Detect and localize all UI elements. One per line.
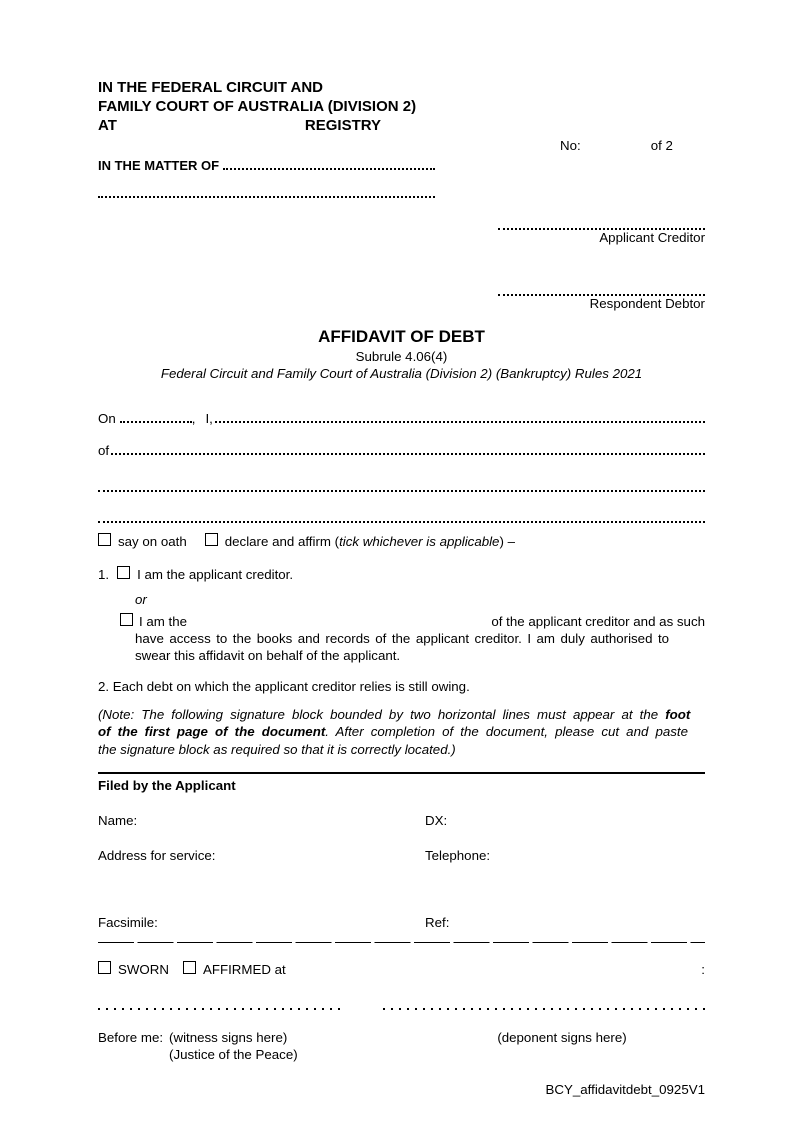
matter-row-2 — [98, 174, 435, 196]
matter-blank-field[interactable] — [223, 168, 435, 170]
facsimile-label: Facsimile: — [98, 915, 158, 931]
item-1b-line3: swear this affidavit on behalf of the applicant. — [135, 648, 401, 663]
item-1a-label: I am the applicant creditor. — [137, 567, 294, 582]
at-label: AT — [98, 117, 117, 134]
item-2-text: 2. Each debt on which the applicant creditor relies is still owing. — [98, 679, 470, 694]
authorised-role-checkbox[interactable] — [120, 613, 133, 626]
signature-lines-row — [98, 996, 705, 1010]
date-and-name-row — [98, 410, 705, 427]
item-1b-suffix: of the applicant creditor and as such — [491, 614, 705, 629]
deponent-name-blank-field[interactable] — [215, 421, 705, 423]
item-1a-row — [98, 566, 705, 583]
note-line2 — [98, 723, 705, 741]
applicant-creditor-label: Applicant Creditor — [599, 230, 705, 245]
respondent-debtor-block — [498, 280, 705, 312]
on-label: On — [98, 411, 116, 426]
matter-section — [98, 157, 435, 196]
declare-affirm-checkbox[interactable] — [205, 533, 218, 546]
court-line2: FAMILY COURT OF AUSTRALIA (DIVISION 2) — [98, 98, 417, 115]
say-on-oath-checkbox[interactable] — [98, 533, 111, 546]
address-telephone-row — [98, 847, 705, 864]
note-line1 — [98, 706, 705, 724]
note-line2-text: . After completion of the document, please cut and paste — [325, 724, 688, 739]
item-1b-block — [98, 613, 705, 664]
name-label: Name: — [98, 813, 138, 829]
witness-signs-block — [169, 1029, 298, 1063]
name-dx-row — [98, 812, 705, 829]
signature-block-bottom-rule — [98, 942, 705, 943]
note-paragraph — [98, 706, 705, 759]
item-1b-row — [135, 613, 705, 630]
deponent-address-row-2 — [98, 472, 705, 490]
comma-text: , — [191, 411, 196, 426]
note-line2-bold: of the first page of the document — [98, 724, 326, 739]
or-label: or — [135, 592, 147, 607]
respondent-debtor-label: Respondent Debtor — [589, 296, 705, 311]
witness-deponent-row — [98, 1029, 705, 1063]
affirmed-checkbox[interactable] — [183, 961, 196, 974]
facsimile-ref-row — [98, 914, 705, 931]
registry-label: REGISTRY — [304, 117, 382, 134]
dx-label: DX: — [425, 813, 448, 829]
of-label: of — [98, 443, 110, 458]
date-blank-field[interactable] — [120, 421, 192, 423]
witness-block — [98, 1029, 298, 1063]
applicant-creditor-block — [498, 214, 705, 246]
tick-note: tick whichever is applicable — [339, 534, 500, 549]
note-line1-text: (Note: The following signature block bounded by two horizontal lines must appear at the — [98, 706, 659, 722]
witness-signature-field[interactable] — [98, 1008, 340, 1010]
sworn-affirmed-row — [98, 961, 705, 978]
oath-dash: ) – — [499, 534, 515, 549]
deponent-address-blank-field[interactable] — [111, 453, 705, 455]
item-1b-prefix: I am the — [139, 614, 188, 629]
i-label: I, — [205, 411, 213, 426]
matter-label: IN THE MATTER OF — [98, 158, 220, 173]
deponent-signature-field[interactable] — [383, 1008, 705, 1010]
signature-block-top-rule — [98, 772, 705, 774]
court-line1: IN THE FEDERAL CIRCUIT AND — [98, 79, 323, 96]
sworn-label: SWORN — [118, 962, 169, 978]
declare-affirm-text: declare and affirm ( — [224, 534, 340, 549]
document-code: BCY_affidavitdebt_0925V1 — [545, 1082, 705, 1098]
witness-signs-label: (witness signs here) — [169, 1030, 288, 1046]
filed-by-heading: Filed by the Applicant — [98, 778, 236, 794]
before-me-label: Before me: — [98, 1030, 164, 1046]
telephone-label: Telephone: — [425, 848, 491, 864]
sworn-checkbox[interactable] — [98, 961, 111, 974]
subrule-reference: Subrule 4.06(4) — [355, 349, 448, 364]
sworn-colon: : — [701, 962, 705, 978]
declare-affirm-label — [225, 533, 515, 550]
deponent-signs-label: (deponent signs here) — [497, 1030, 627, 1046]
note-line3: the signature block as required so that it is correctly located.) — [98, 741, 456, 757]
deponent-address-blank-field-3[interactable] — [98, 521, 705, 523]
matter-row — [98, 157, 435, 174]
court-header — [98, 78, 705, 135]
document-title: AFFIDAVIT OF DEBT — [318, 327, 485, 346]
respondent-name-row — [498, 280, 705, 294]
no-label: No: — [560, 138, 581, 153]
applicant-name-row — [498, 214, 705, 228]
affirmed-at-label: AFFIRMED at — [202, 962, 286, 978]
file-number-row — [98, 137, 705, 154]
deponent-address-row-3 — [98, 503, 705, 521]
note-line1-bold: foot — [665, 706, 691, 722]
oath-row — [98, 533, 705, 550]
registry-row — [98, 116, 705, 135]
ref-label: Ref: — [425, 915, 450, 931]
deponent-address-blank-field-2[interactable] — [98, 490, 705, 492]
address-for-service-label: Address for service: — [98, 848, 216, 864]
of-pages-label: of 2 — [650, 138, 673, 153]
item-1-number: 1. — [98, 567, 110, 582]
matter-blank-field-2[interactable] — [98, 196, 435, 198]
applicant-creditor-checkbox[interactable] — [117, 566, 130, 579]
deponent-address-row — [98, 442, 705, 459]
title-block — [98, 326, 705, 382]
item-1b-line2: have access to the books and records of the applicant creditor. I am duly authorised to — [135, 631, 670, 646]
say-on-oath-label: say on oath — [118, 534, 187, 549]
justice-of-peace-label: (Justice of the Peace) — [169, 1047, 298, 1063]
rules-reference: Federal Circuit and Family Court of Australia (Division 2) (Bankruptcy) Rules 2021 — [160, 366, 643, 381]
